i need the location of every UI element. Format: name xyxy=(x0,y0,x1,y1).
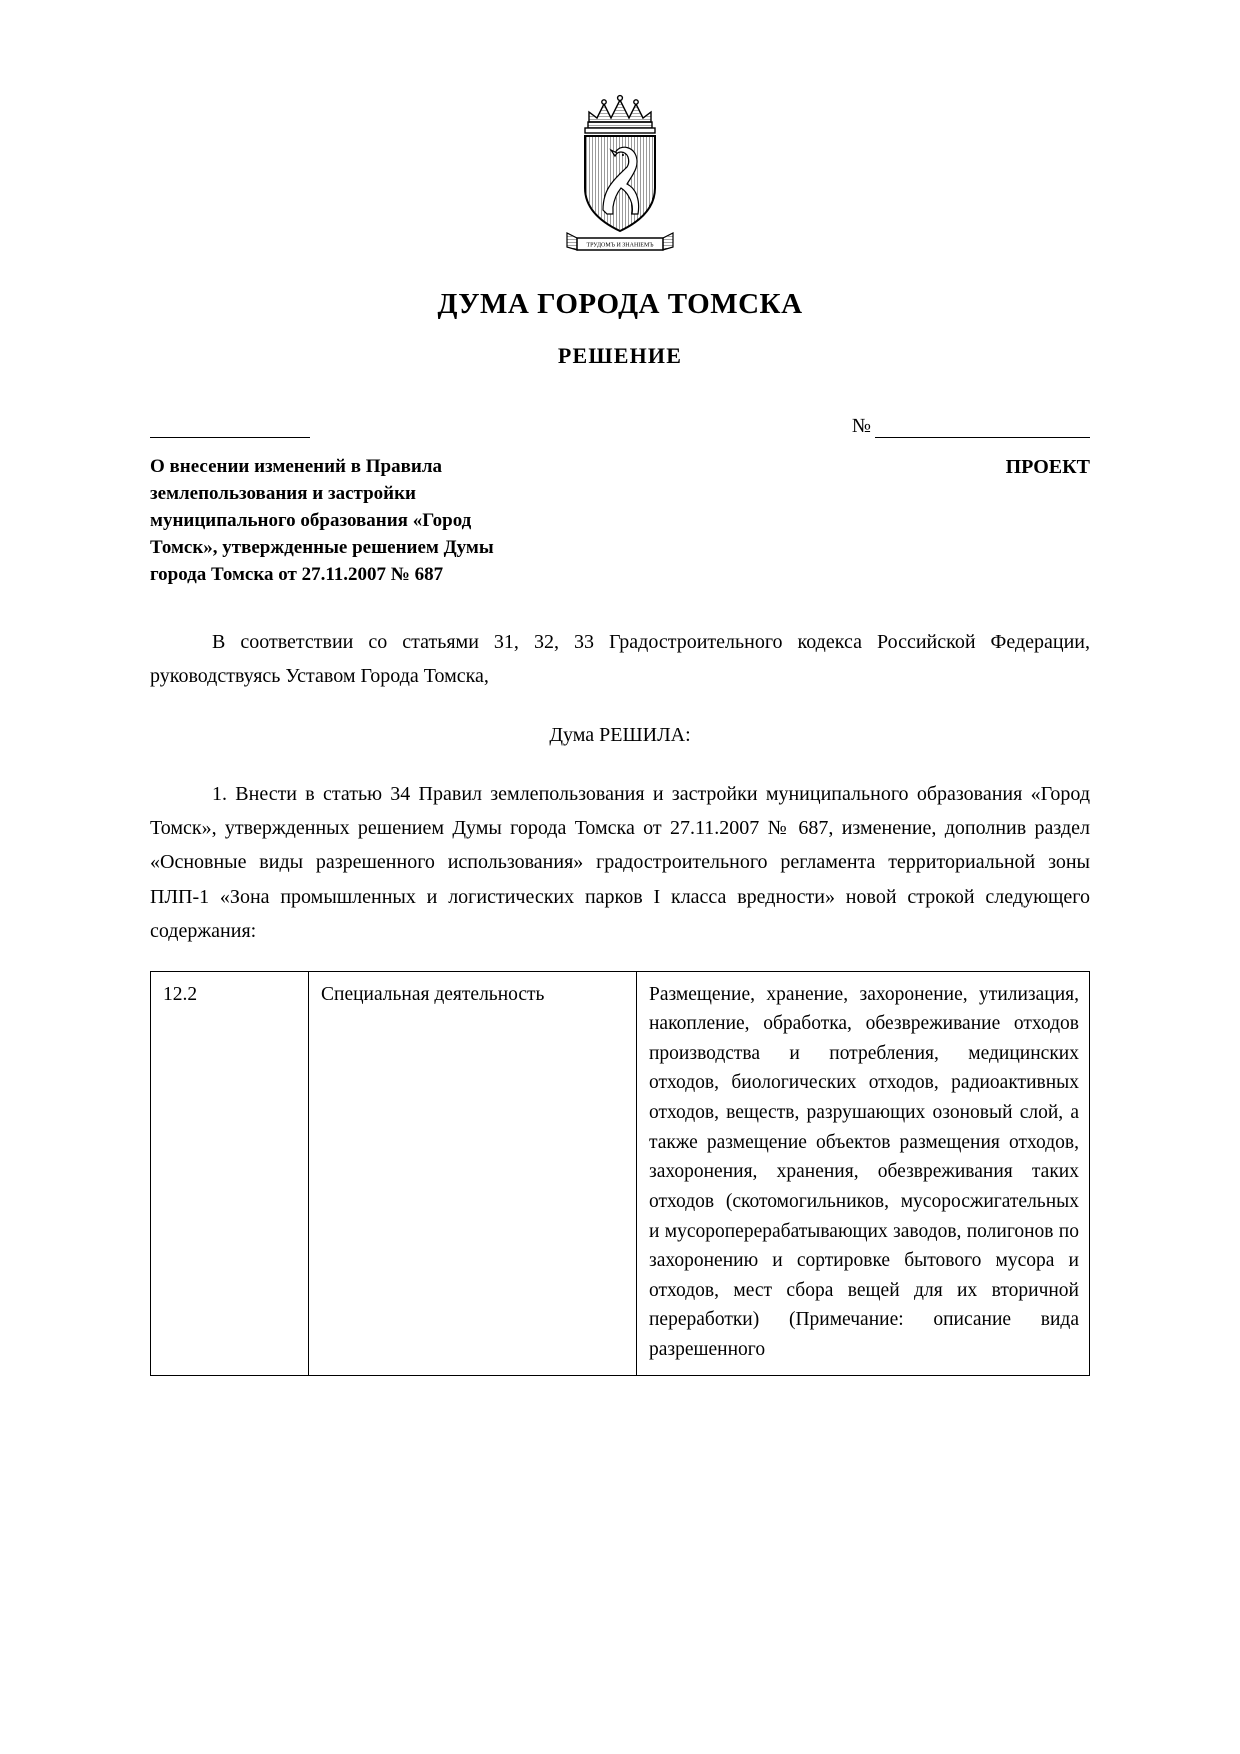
paragraph-basis: В соответствии со статьями 31, 32, 33 Градостроительного кодекса Российской Федерации, руководствуясь Уставом Города Томска, xyxy=(150,630,1090,688)
document-type-heading: РЕШЕНИЕ xyxy=(557,343,683,368)
number-blank-line[interactable] xyxy=(875,423,1090,438)
subject-line: Томск», утвержденные решением Думы xyxy=(150,536,494,558)
svg-text:ТРУДОМЪ И ЗНАНIЕМЪ: ТРУДОМЪ И ЗНАНIЕМЪ xyxy=(586,242,654,249)
table-cell-description: Размещение, хранение, захоронение, утилизация, накопление, обработка, обезвреживание отходов производства и потребления, медицинских отходов, биологических отходов, радиоактивных отходов, веществ, разрушающих озоновый слой, а также размещение объектов размещения отходов, захоронения, хранения, обезвреживания таких отходов (скотомогильников, мусоросжигательных и мусороперерабатывающих заводов, полигонов по захоронению и сортировке бытового мусора и отходов, мест сбора вещей для их вторичной переработки) (Примечание: описание вида разрешенного xyxy=(637,971,1090,1375)
table-cell-name: Специальная деятельность xyxy=(309,971,637,1375)
document-subject xyxy=(150,454,600,589)
subject-line: города Томска от 27.11.2007 № 687 xyxy=(150,563,444,585)
date-blank-line[interactable] xyxy=(150,423,310,438)
decision-heading: Дума РЕШИЛА: xyxy=(549,723,691,746)
document-meta-row xyxy=(150,415,1090,438)
number-field[interactable] xyxy=(852,415,1090,438)
page-title: ДУМА ГОРОДА ТОМСКА xyxy=(437,288,803,320)
regulation-table xyxy=(150,971,1090,1376)
coat-of-arms-icon xyxy=(559,92,681,260)
subject-row xyxy=(150,454,1090,589)
subject-line: О внесении изменений в Правила xyxy=(150,456,442,477)
number-symbol: № xyxy=(851,415,871,437)
table-row xyxy=(151,971,1090,1375)
subject-line: землепользования и застройки xyxy=(150,482,416,504)
subject-line: муниципального образования «Город xyxy=(150,509,472,531)
paragraph-item-1: 1. Внести в статью 34 Правил землепользования и застройки муниципального образования «Город Томск», утвержденных решением Думы города Томска от 27.11.2007 № 687, изменение, дополнив раздел «Основные виды разрешенного использования» градостроительного регламента территориальной зоны ПЛП-1 «Зона промышленных и логистических парков I класса вредности» новой строкой следующего содержания: xyxy=(150,782,1090,943)
project-stamp: ПРОЕКТ xyxy=(1005,456,1090,478)
table-cell-code: 12.2 xyxy=(151,971,309,1375)
emblem-container xyxy=(150,0,1090,260)
